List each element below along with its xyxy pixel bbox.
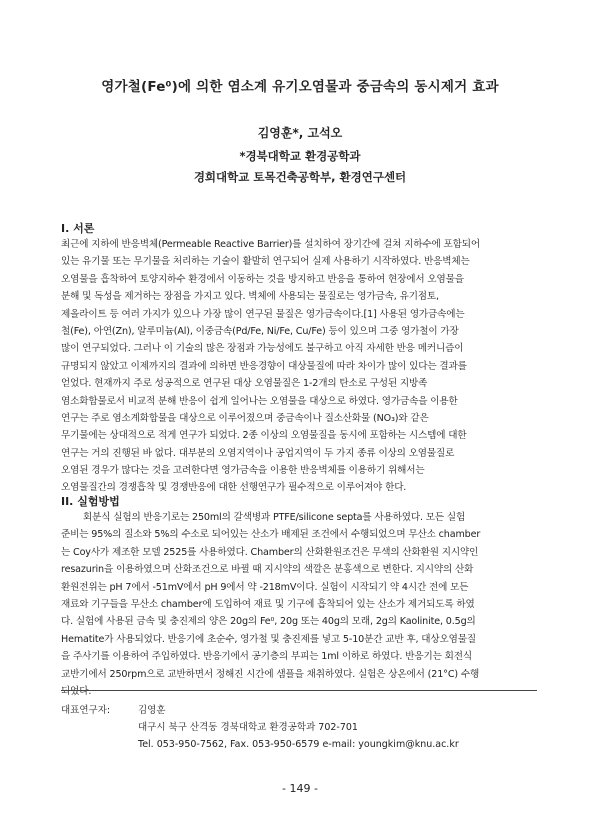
text-line: resazurin을 이용하였으며 산화조건으로 바뀔 때 지시약의 색깔은 분홍색으로 변한다. 지시약의 산화 xyxy=(61,564,474,576)
text-line: 제올라이트 등 여러 가지가 있으나 가장 많이 연구된 물질은 영가금속이다.[1] 사용된 영가금속에는 xyxy=(61,308,465,320)
author-name: 김영훈 xyxy=(138,705,166,716)
text-line: 연구는 거의 진행된 바 없다. 대부분의 오염지역이나 공업지역이 두 가지 종류 이상의 오염물질로 xyxy=(61,447,455,459)
author-contact: Tel. 053-950-7562, Fax. 053-950-6579 e-mail: youngkim@knu.ac.kr xyxy=(138,739,459,750)
text-line: 철(Fe), 아연(Zn), 알루미늄(Al), 이중금속(Pd/Fe, Ni/Fe, Cu/Fe) 등이 있으며 그중 영가철이 가장 xyxy=(61,325,459,337)
section-heading-methods: II. 실험방법 xyxy=(61,495,120,508)
corresponding-author-label: 대표연구자: xyxy=(61,705,111,716)
author-address: 대구시 북구 산격동 경북대학교 환경공학과 702-701 xyxy=(138,722,358,733)
page-number: - 149 - xyxy=(282,782,318,795)
text-line: 오염된 경우가 많다는 것을 고려한다면 영가금속을 이용한 반응벽체를 이용하기 위해서는 xyxy=(61,465,425,477)
text-line: 있는 유기물 또는 무기물을 처리하는 기술이 활발히 연구되어 실제 사용하기 시작하였다. 반응벽체는 xyxy=(61,256,470,268)
text-line: 는 Coy사가 제조한 모델 2525를 사용하였다. Chamber의 산화환원조건은 무색의 산화환원 지시약인 xyxy=(61,546,479,558)
text-line: 재료와 기구들을 무산소 chamber에 도입하여 재료 및 기구에 흡착되어 있는 산소가 제거되도록 하였 xyxy=(61,598,475,610)
corresponding-author-info xyxy=(138,702,459,753)
text-line: 환원전위는 pH 7에서 -51mV에서 pH 9에서 약 -218mV이다. 실험이 시작되기 약 4시간 전에 모든 xyxy=(61,581,469,593)
text-line: 연구는 주로 염소계화합물을 대상으로 이루어졌으며 중금속이나 질소산화물 (NO₃)와 같은 xyxy=(61,412,429,424)
text-line: 많이 연구되었다. 그러나 이 기술의 많은 장점과 가능성에도 불구하고 아직 자세한 반응 메커니즘이 xyxy=(61,343,464,355)
section-heading-introduction: I. 서론 xyxy=(61,222,95,235)
author-list: 김영훈*, 고석오 xyxy=(257,126,343,140)
affiliation-2: 경희대학교 토목건축공학부, 환경연구센터 xyxy=(193,170,407,184)
text-line: 준비는 95%의 질소와 5%의 수소로 되어있는 산소가 배제된 조건에서 수행되었으며 무산소 chamber xyxy=(61,529,481,541)
footnote-divider xyxy=(61,690,537,691)
text-line: 규명되지 않았고 이제까지의 결과에 의하면 반응경향이 대상물질에 따라 차이가 많이 있다는 결과를 xyxy=(61,360,467,372)
text-line: 교반기에서 250rpm으로 교반하면서 정해진 시간에 샘플을 채취하였다. 실험은 상온에서 (21°C) 수행 xyxy=(61,668,480,680)
text-line: 을 주사기를 이용하여 주입하였다. 반응기에서 공기층의 부피는 1ml 이하로 하였다. 반응기는 회전식 xyxy=(61,651,472,663)
text-line: Hematite가 사용되었다. 반응기에 초순수, 영가철 및 충진제를 넣고 5-10분간 교반 후, 대상오염물질 xyxy=(61,633,476,645)
paper-title: 영가철(Fe⁰)에 의한 염소계 유기오염물과 중금속의 동시제거 효과 xyxy=(101,79,499,95)
text-line: 최근에 지하에 반응벽체(Permeable Reactive Barrier)를 설치하여 장기간에 걸쳐 지하수에 포함되어 xyxy=(61,239,480,250)
affiliation-1: *경북대학교 환경공학과 xyxy=(239,149,361,163)
text-line: 오염물을 흡착하여 토양지하수 환경에서 이동하는 것을 방지하고 반응을 통하여 현장에서 오염물을 xyxy=(61,273,464,285)
text-line: 오염물질간의 경쟁흡착 및 경쟁반응에 대한 선행연구가 필수적으로 이루어져야 한다. xyxy=(61,482,407,494)
text-line: 얻었다. 현재까지 주로 성공적으로 연구된 대상 오염물질은 1-2개의 탄소로 구성된 지방족 xyxy=(61,378,428,390)
text-line: 분해 및 독성을 제거하는 장점을 가지고 있다. 벽체에 사용되는 물질로는 영가금속, 유기점토, xyxy=(61,291,439,303)
text-line: 염소화합물로서 비교적 분해 반응이 쉽게 일어나는 오염물을 대상으로 하였다. 영가금속을 이용한 xyxy=(61,395,458,407)
text-line: 다. 실험에 사용된 금속 및 충진제의 양은 20g의 Fe⁰, 20g 또는 40g의 모래, 2g의 Kaolinite, 0.5g의 xyxy=(61,616,476,628)
text-line: 되었다. xyxy=(61,685,92,697)
text-line: 회분식 실험의 반응기로는 250ml의 갈색병과 PTFE/silicone septa를 사용하였다. 모든 실험 xyxy=(83,512,466,523)
methods-body xyxy=(61,509,537,700)
text-line: 무기물에는 상대적으로 적게 연구가 되었다. 2종 이상의 오염물질을 동시에 포함하는 시스템에 대한 xyxy=(61,430,467,442)
introduction-body xyxy=(61,236,537,497)
